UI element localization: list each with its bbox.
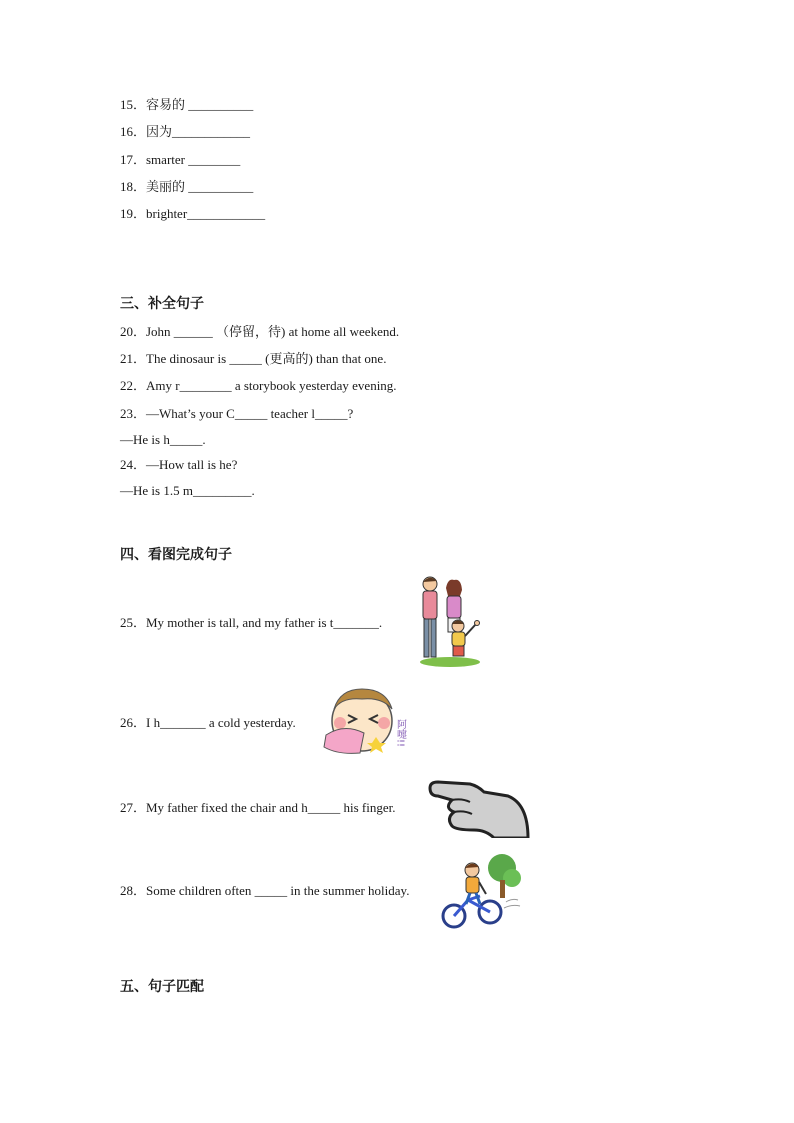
pointing-hand-illustration [424,778,530,838]
question-23-line-2: —He is h_____. [120,432,206,447]
section-5-title: 五、句子匹配 [120,979,204,995]
sneeze-text: 阿嚏!! [394,719,406,748]
boy-cycling-illustration [440,852,522,930]
question-22: 22．Amy r________ a storybook yesterday evening. [120,378,397,393]
question-15: 15．容易的 __________ [120,97,254,112]
question-18: 18．美丽的 __________ [120,179,254,194]
question-27: 27．My father fixed the chair and h_____ his finger. [120,800,396,815]
question-17: 17．smarter ________ [120,152,241,167]
question-25: 25．My mother is tall, and my father is t_______. [120,615,383,630]
question-28: 28．Some children often _____ in the summer holiday. [120,883,410,898]
question-26: 26．I h_______ a cold yesterday. [120,715,296,730]
sneezing-boy-illustration [320,683,418,765]
question-24-line-1: 24．—How tall is he? [120,457,238,472]
question-19: 19．brighter____________ [120,206,266,221]
question-23-line-1: 23．—What’s your C_____ teacher l_____? [120,406,354,421]
section-4-title: 四、看图完成句子 [120,547,232,563]
question-20: 20．John ______ （停留，待) at home all weekend. [120,324,400,339]
section-3-title: 三、补全句子 [120,296,204,312]
family-illustration [414,574,486,670]
question-21: 21．The dinosaur is _____ (更高的) than that one. [120,351,387,366]
question-16: 16．因为____________ [120,124,251,139]
question-24-line-2: —He is 1.5 m_________. [120,483,255,498]
